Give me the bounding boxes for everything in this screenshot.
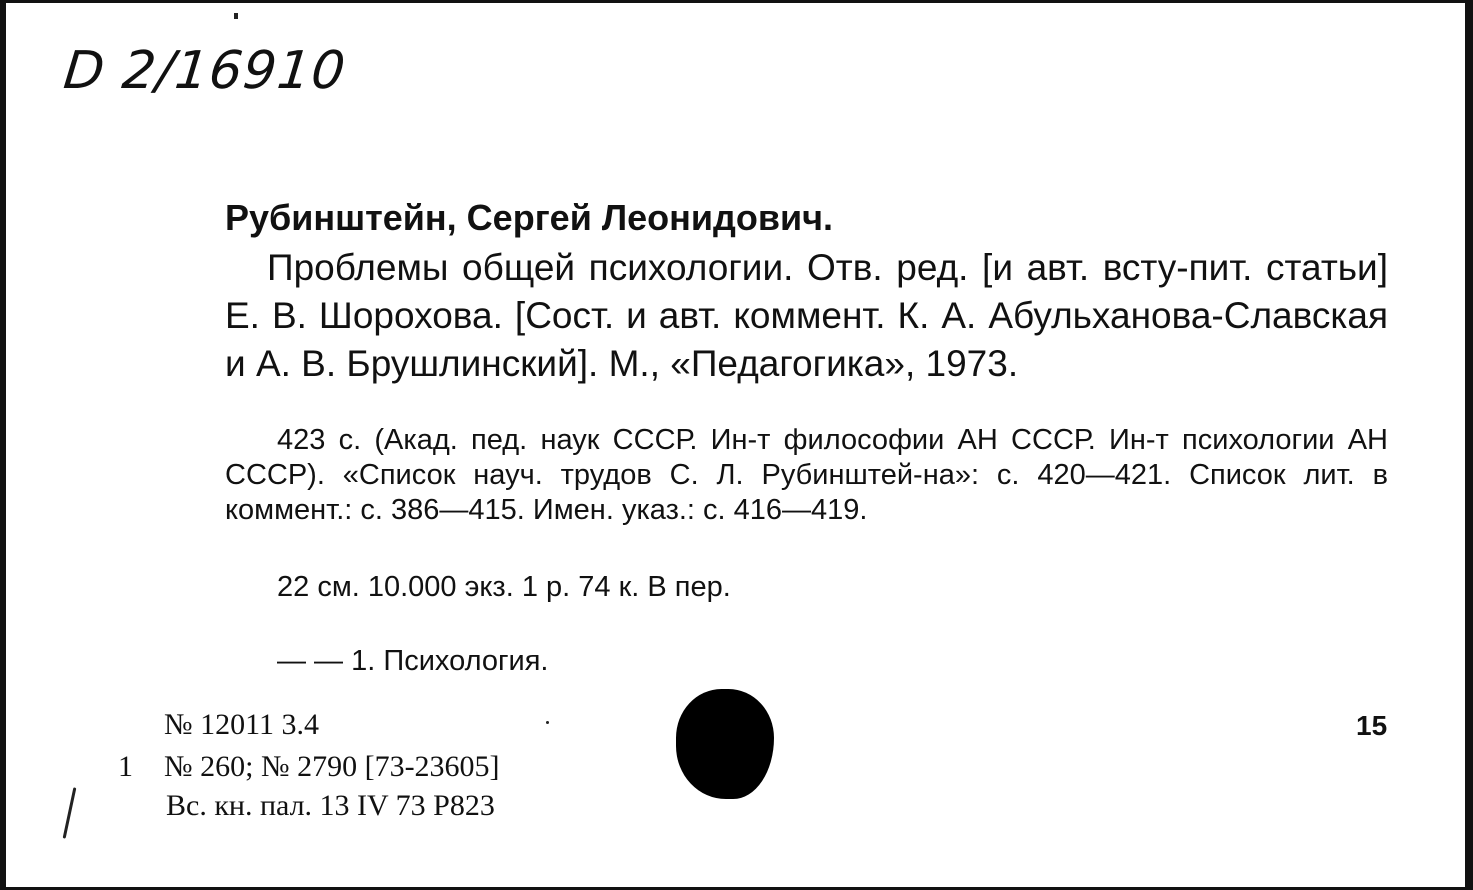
- punch-hole: [676, 689, 774, 799]
- author-heading: Рубинштейн, Сергей Леонидович.: [225, 197, 833, 238]
- card-number: 15: [1356, 710, 1388, 741]
- shelf-mark: D 2/16910: [60, 41, 349, 101]
- ink-speck: [546, 721, 549, 724]
- book-chamber-line: Вс. кн. пал. 13 IV 73 Р823: [166, 789, 495, 822]
- registration-line: № 12011 3.4: [164, 708, 320, 741]
- bibliographic-notes: 423 с. (Акад. пед. наук СССР. Ин-т философии АН СССР. Ин-т психологии АН СССР). «Список науч. трудов С. Л. Рубинштей-на»: с. 420—421. Список лит. в коммент.: с. 386—415. Имен. указ.: с. 416—419.: [225, 424, 1388, 526]
- pen-mark: [63, 787, 77, 838]
- chamber-number-line: [118, 749, 500, 785]
- ink-mark: [234, 13, 238, 19]
- format-price-line: 22 см. 10.000 экз. 1 р. 74 к. В пер.: [277, 571, 731, 603]
- copies-count: 1: [118, 750, 133, 783]
- subject-heading: — — 1. Психология.: [277, 645, 549, 677]
- title-statement: Проблемы общей психологии. Отв. ред. [и авт. всту-пит. статьи] Е. В. Шорохова. [Сост. и авт. коммент. К. А. Абульханова-Славская и А. В. Брушлинский]. М., «Педагогика», 1973.: [225, 247, 1388, 384]
- chamber-numbers: № 260; № 2790 [73-23605]: [164, 750, 500, 783]
